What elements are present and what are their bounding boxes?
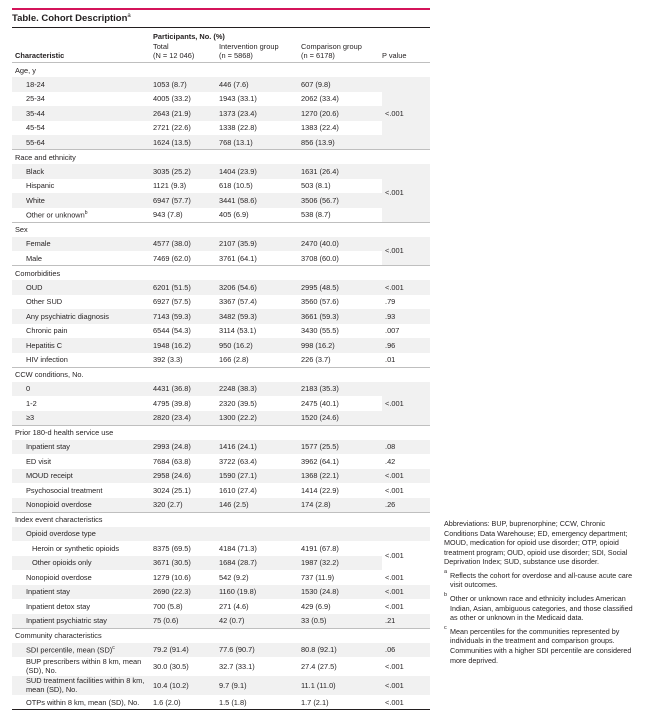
intervention-cell: 1404 (23.9) [219, 164, 301, 179]
comparison-cell: 174 (2.8) [301, 498, 382, 513]
pvalue-header: P value [382, 50, 407, 60]
row-label: Psychosocial treatment [26, 485, 103, 495]
comparison-cell: 1414 (22.9) [301, 485, 339, 495]
pvalue-cell: <.001 [385, 485, 404, 495]
comparison-cell: 856 (13.9) [301, 135, 382, 150]
section-label: Prior 180-d health service use [12, 425, 430, 440]
total-cell: 6201 (51.5) [153, 280, 219, 295]
total-cell: 3671 (30.5) [153, 556, 219, 571]
table-row [12, 382, 430, 397]
table-row [12, 541, 430, 556]
row-label: Inpatient psychiatric stay [12, 614, 153, 629]
pvalue-cell: .01 [385, 355, 396, 365]
comparison-cell: 11.1 (11.0) [301, 676, 382, 695]
table-row [12, 280, 430, 295]
intervention-cell: 1373 (23.4) [219, 106, 301, 121]
row-label: 55-64 [12, 135, 153, 150]
intervention-cell: 3367 (57.4) [219, 297, 257, 307]
total-cell: 4431 (36.8) [153, 382, 219, 397]
intervention-cell: 42 (0.7) [219, 614, 301, 629]
row-label: SDI percentile, mean (SD)$^c$ [12, 643, 153, 658]
total-cell: 2993 (24.8) [153, 440, 219, 455]
comparison-cell: 33 (0.5) [301, 614, 382, 629]
comparison-cell: 2475 (40.1) [301, 398, 339, 408]
total-cell: 320 (2.7) [153, 498, 219, 513]
row-label: Any psychiatric diagnosis [12, 309, 153, 324]
table-row [12, 469, 430, 484]
table-row [12, 396, 430, 411]
section-header-row [12, 425, 430, 440]
intervention-cell: 3761 (64.1) [219, 253, 257, 263]
table-row [12, 353, 430, 368]
comparison-cell: 1383 (22.4) [301, 123, 339, 133]
total-cell: 79.2 (91.4) [153, 643, 219, 658]
table-row [12, 614, 430, 629]
pvalue-cell: .42 [385, 456, 396, 466]
total-cell: 1948 (16.2) [153, 338, 219, 353]
row-label: MOUD receipt [12, 469, 153, 484]
pvalue-cell: <.001 [382, 382, 430, 426]
table-row [12, 338, 430, 353]
comparison-cell: 3506 (56.7) [301, 193, 382, 208]
intervention-cell: 3206 (54.6) [219, 280, 301, 295]
row-label: Hispanic [26, 181, 55, 191]
intervention-cell: 1300 (22.2) [219, 411, 301, 426]
comparison-cell: 1577 (25.5) [301, 440, 382, 455]
title-footnote-mark: a [127, 13, 131, 19]
comparison-cell: 503 (8.1) [301, 181, 331, 191]
section-label: Sex [12, 222, 430, 237]
table-row [12, 208, 430, 223]
table-row [12, 295, 430, 310]
table-row [12, 643, 430, 658]
footnote-mark: c [112, 645, 115, 652]
table-row [12, 135, 430, 150]
comparison-cell: 429 (6.9) [301, 601, 331, 611]
intervention-cell: 1416 (24.1) [219, 440, 301, 455]
intervention-cell: 271 (4.6) [219, 601, 249, 611]
pvalue-cell: <.001 [382, 237, 430, 266]
total-header: Total (N = 12 046) [153, 42, 195, 60]
total-cell: 1053 (8.7) [153, 77, 219, 92]
row-label: ED visit [26, 456, 52, 466]
table-row [12, 92, 430, 107]
comparison-cell: 3661 (59.3) [301, 309, 382, 324]
pvalue-cell: <.001 [385, 572, 404, 582]
section-header-row [12, 63, 430, 78]
row-label: Hepatitis C [12, 338, 153, 353]
comparison-cell: 2470 (40.0) [301, 237, 382, 252]
intervention-cell: 3441 (58.6) [219, 193, 301, 208]
total-cell: 7469 (62.0) [153, 253, 191, 263]
table-row [12, 237, 430, 252]
intervention-cell: 1684 (28.7) [219, 556, 301, 571]
intervention-cell: 768 (13.1) [219, 135, 301, 150]
intervention-cell: 1338 (22.8) [219, 123, 257, 133]
footnote-mark: b [84, 209, 88, 216]
row-label: Inpatient stay [12, 440, 153, 455]
row-label: Heroin or synthetic opioids [32, 543, 120, 553]
section-header-row [12, 266, 430, 281]
total-cell: 7684 (63.8) [153, 456, 191, 466]
row-label: Other SUD [26, 297, 63, 307]
title-rule [12, 27, 430, 28]
header-row [12, 43, 430, 63]
total-cell: 8375 (69.5) [153, 543, 191, 553]
total-cell: 7143 (59.3) [153, 309, 219, 324]
table-row [12, 324, 430, 339]
row-label: OUD [12, 280, 153, 295]
comparison-cell: 998 (16.2) [301, 338, 382, 353]
total-cell: 6544 (54.3) [153, 326, 191, 336]
total-cell: 1279 (10.6) [153, 572, 191, 582]
intervention-cell: 405 (6.9) [219, 210, 249, 220]
footnote-c: c Mean percentiles for the communities represented by individuals in the treatment and comparison groups. Communities with a higher SDI percentile are considered more deprived. [444, 624, 632, 665]
table-row [12, 121, 430, 136]
section-label: Age, y [12, 63, 430, 78]
row-label: 0 [12, 382, 153, 397]
pvalue-cell: .007 [385, 326, 400, 336]
intervention-cell: 32.7 (33.1) [219, 662, 255, 672]
pvalue-cell: <.001 [382, 695, 430, 710]
table-row [12, 411, 430, 426]
table-row [12, 106, 430, 121]
table-row [12, 454, 430, 469]
subgroup-header-row [12, 527, 430, 542]
pvalue-cell: .26 [382, 498, 430, 513]
intervention-cell: 542 (9.2) [219, 572, 249, 582]
pvalue-cell: .93 [382, 309, 430, 324]
total-cell: 4795 (39.8) [153, 398, 191, 408]
total-cell: 3035 (25.2) [153, 164, 219, 179]
pvalue-cell: .06 [382, 643, 430, 658]
intervention-cell: 3722 (63.4) [219, 456, 257, 466]
intervention-cell: 1590 (27.1) [219, 469, 301, 484]
row-label: Male [26, 253, 43, 263]
intervention-cell: 618 (10.5) [219, 181, 253, 191]
table-row [12, 498, 430, 513]
footnote-b: b Other or unknown race and ethnicity includes American Indian, Asian, ambiguous categories, and those classified as other or unknown in the Medicaid data. [444, 592, 633, 623]
intervention-cell: 3482 (59.3) [219, 309, 301, 324]
intervention-cell: 77.6 (90.7) [219, 643, 301, 658]
footnote-a: a Reflects the cohort for overdose and all-cause acute care visit outcomes. [444, 568, 633, 590]
comparison-cell: 80.8 (92.1) [301, 643, 382, 658]
row-label: 45-54 [26, 123, 45, 133]
section-label: Index event characteristics [12, 512, 430, 527]
section-header-row [12, 628, 430, 643]
row-label: BUP prescribers within 8 km, mean (SD), No. [26, 657, 142, 675]
intervention-cell: 3114 (53.1) [219, 326, 257, 336]
comparison-cell: 1631 (26.4) [301, 164, 382, 179]
intervention-cell: 1943 (33.1) [219, 94, 257, 104]
section-label: Community characteristics [12, 628, 430, 643]
section-header-row [12, 512, 430, 527]
intervention-cell: 9.7 (9.1) [219, 676, 301, 695]
total-cell: 6927 (57.5) [153, 297, 191, 307]
pvalue-cell: .96 [382, 338, 430, 353]
section-label: CCW conditions, No. [12, 367, 430, 382]
comparison-cell: 737 (11.9) [301, 572, 335, 582]
intervention-cell: 2107 (35.9) [219, 237, 301, 252]
pvalue-cell: .79 [385, 297, 396, 307]
total-cell: 4005 (33.2) [153, 94, 191, 104]
total-cell: 392 (3.3) [153, 355, 183, 365]
comparison-cell: 3560 (57.6) [301, 297, 339, 307]
cohort-table [12, 29, 430, 710]
intervention-cell: 1.5 (1.8) [219, 695, 301, 710]
row-label: White [12, 193, 153, 208]
pvalue-cell: <.001 [382, 280, 430, 295]
total-cell: 3024 (25.1) [153, 485, 191, 495]
comparison-cell: 607 (9.8) [301, 77, 382, 92]
total-cell: 2643 (21.9) [153, 106, 219, 121]
intervention-cell: 166 (2.8) [219, 355, 249, 365]
section-header-row [12, 150, 430, 165]
pvalue-cell: <.001 [382, 164, 430, 222]
characteristic-header: Characteristic [15, 50, 65, 60]
comparison-cell: 2995 (48.5) [301, 280, 382, 295]
comparison-cell: 1987 (32.2) [301, 556, 382, 571]
top-accent-rule [12, 8, 430, 10]
table-row [12, 657, 430, 676]
intervention-cell: 1160 (19.8) [219, 585, 301, 600]
section-header-row [12, 222, 430, 237]
section-label: Race and ethnicity [12, 150, 430, 165]
total-cell: 943 (7.8) [153, 210, 183, 220]
table-row [12, 483, 430, 498]
row-label: Chronic pain [26, 326, 68, 336]
table-row [12, 695, 430, 710]
comparison-cell: 3962 (64.1) [301, 456, 339, 466]
total-cell: 75 (0.6) [153, 614, 219, 629]
table-row [12, 676, 430, 695]
table-notes [444, 519, 640, 669]
table-row [12, 440, 430, 455]
comparison-cell: 1.7 (2.1) [301, 695, 382, 710]
row-label: 1-2 [26, 398, 37, 408]
table-row [12, 599, 430, 614]
pvalue-cell: <.001 [385, 662, 404, 672]
table-row [12, 585, 430, 600]
total-cell: 1.6 (2.0) [153, 695, 219, 710]
row-label: SUD treatment facilities within 8 km, mean (SD), No. [12, 676, 153, 695]
comparison-cell: 226 (3.7) [301, 355, 331, 365]
row-label: Other or unknown$^b$ [26, 209, 88, 220]
intervention-cell: 2320 (39.5) [219, 398, 257, 408]
row-label: OTPs within 8 km, mean (SD), No. [12, 695, 153, 710]
comparison-cell: 2183 (35.3) [301, 382, 382, 397]
intervention-cell: 2248 (38.3) [219, 382, 301, 397]
table-row [12, 570, 430, 585]
total-cell: 30.0 (30.5) [153, 662, 189, 672]
comparison-cell: 27.4 (27.5) [301, 662, 337, 672]
total-cell: 1121 (9.3) [153, 181, 187, 191]
row-label: 25-34 [26, 94, 45, 104]
row-label: Inpatient stay [12, 585, 153, 600]
total-cell: 6947 (57.7) [153, 193, 219, 208]
row-label: ≥3 [12, 411, 153, 426]
total-cell: 10.4 (10.2) [153, 676, 219, 695]
intervention-cell: 950 (16.2) [219, 338, 301, 353]
row-label: 18-24 [12, 77, 153, 92]
total-cell: 1624 (13.5) [153, 135, 219, 150]
comparison-cell: 1270 (20.6) [301, 106, 382, 121]
intervention-cell: 146 (2.5) [219, 498, 301, 513]
pvalue-cell: <.001 [382, 469, 430, 484]
comparison-header: Comparison group (n = 6178) [301, 42, 362, 60]
comparison-cell: 4191 (67.8) [301, 543, 339, 553]
row-label: 35-44 [12, 106, 153, 121]
row-label: Inpatient detox stay [26, 601, 91, 611]
comparison-cell: 3708 (60.0) [301, 253, 339, 263]
intervention-cell: 446 (7.6) [219, 77, 301, 92]
total-cell: 2958 (24.6) [153, 469, 219, 484]
section-header-row [12, 367, 430, 382]
table-row [12, 251, 430, 266]
total-cell: 2820 (23.4) [153, 411, 219, 426]
pvalue-cell: <.001 [382, 585, 430, 600]
comparison-cell: 1530 (24.8) [301, 585, 382, 600]
pvalue-cell: .21 [382, 614, 430, 629]
table-row [12, 556, 430, 571]
row-label: HIV infection [26, 355, 68, 365]
intervention-cell: 4184 (71.3) [219, 543, 257, 553]
pvalue-cell: <.001 [385, 551, 404, 561]
row-label: Black [12, 164, 153, 179]
total-cell: 2721 (22.6) [153, 123, 191, 133]
subgroup-label: Opioid overdose type [12, 527, 430, 542]
row-label: Female [12, 237, 153, 252]
pvalue-cell: .08 [382, 440, 430, 455]
header-group-row [12, 29, 430, 43]
table-row [12, 77, 430, 92]
total-cell: 4577 (38.0) [153, 237, 219, 252]
pvalue-cell: <.001 [385, 601, 404, 611]
total-cell: 2690 (22.3) [153, 585, 219, 600]
pvalue-cell: <.001 [382, 77, 430, 150]
table-row [12, 164, 430, 179]
intervention-header: Intervention group (n = 5868) [219, 42, 279, 60]
table-row [12, 309, 430, 324]
abbreviations-note: Abbreviations: BUP, buprenorphine; CCW, Chronic Conditions Data Warehouse; ED, emergency department; MOUD, medication for opioid use disorder; OTP, opioid treatment program; OUD, opioid use disorder; SDI, Social Deprivation Index; SUD, substance use disorder. [444, 519, 628, 567]
table-row [12, 193, 430, 208]
comparison-cell: 538 (8.7) [301, 210, 331, 220]
total-cell: 700 (5.8) [153, 601, 183, 611]
comparison-cell: 3430 (55.5) [301, 326, 339, 336]
table-row [12, 179, 430, 194]
pvalue-cell: <.001 [382, 676, 430, 695]
comparison-cell: 2062 (33.4) [301, 94, 339, 104]
participants-group-header: Participants, No. (%) [153, 31, 225, 41]
intervention-cell: 1610 (27.4) [219, 485, 257, 495]
section-label: Comorbidities [12, 266, 430, 281]
comparison-cell: 1368 (22.1) [301, 469, 382, 484]
table-title: Table. Cohort Description$^a$ [12, 13, 131, 25]
row-label: Nonopioid overdose [12, 498, 153, 513]
row-label: Other opioids only [12, 556, 153, 571]
comparison-cell: 1520 (24.6) [301, 411, 382, 426]
row-label: Nonopioid overdose [26, 572, 92, 582]
